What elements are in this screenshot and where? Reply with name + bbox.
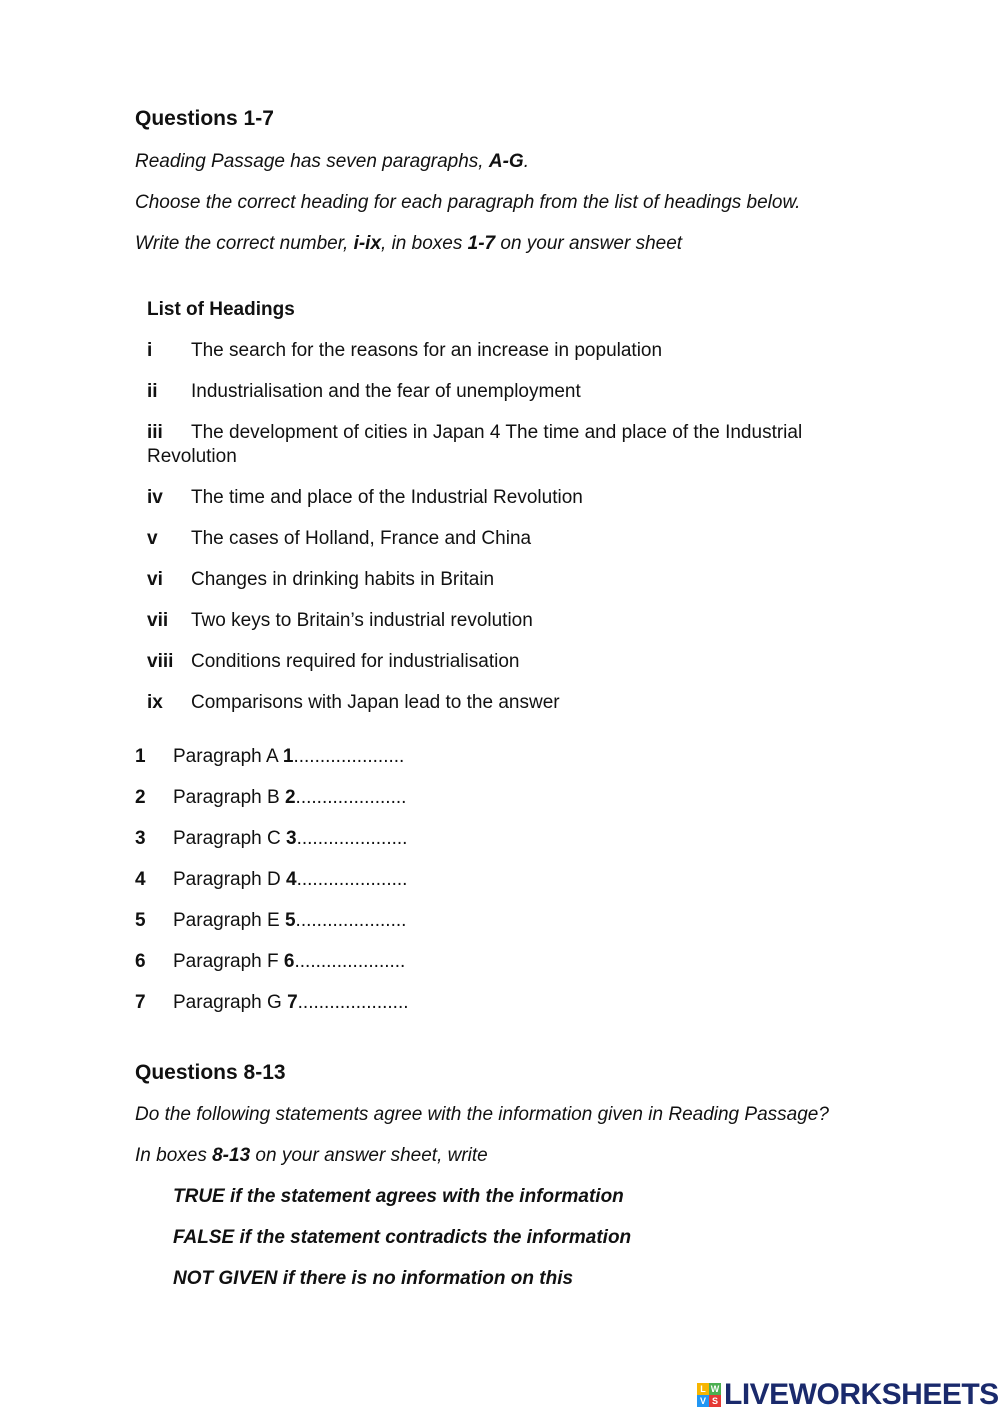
question-row: 2 Paragraph B 2..................... — [135, 787, 407, 808]
section1-instruction-3: Write the correct number, i-ix, in boxes 1-7 on your answer sheet — [135, 233, 683, 254]
section2-title: Questions 8-13 — [135, 1061, 286, 1084]
answer-blank[interactable]: ..................... — [294, 951, 406, 972]
section1-title: Questions 1-7 — [135, 107, 274, 130]
liveworksheets-logo-text: LIVEWORKSHEETS — [724, 1378, 999, 1411]
answer-blank[interactable]: ..................... — [296, 869, 408, 890]
answer-blank[interactable]: ..................... — [293, 746, 405, 767]
answer-blank[interactable]: ..................... — [296, 828, 408, 849]
question-row: 5 Paragraph E 5..................... — [135, 910, 407, 931]
question-row: 7 Paragraph G 7..................... — [135, 992, 409, 1013]
heading-item: i The search for the reasons for an increase in population — [147, 340, 663, 361]
heading-item: v The cases of Holland, France and China — [147, 528, 532, 549]
answer-option-true: TRUE if the statement agrees with the information — [173, 1186, 624, 1207]
liveworksheets-logo[interactable] — [697, 1378, 999, 1412]
liveworksheets-logo-icon: L W V S — [697, 1383, 721, 1407]
headings-list-title: List of Headings — [147, 299, 295, 320]
heading-item: vi Changes in drinking habits in Britain — [147, 569, 495, 590]
question-row: 4 Paragraph D 4..................... — [135, 869, 408, 890]
answer-option-false: FALSE if the statement contradicts the information — [173, 1227, 632, 1248]
question-row: 3 Paragraph C 3..................... — [135, 828, 408, 849]
answer-option-not-given: NOT GIVEN if there is no information on this — [173, 1268, 574, 1289]
heading-item: ix Comparisons with Japan lead to the answer — [147, 692, 560, 713]
answer-blank[interactable]: ..................... — [295, 910, 407, 931]
heading-item: vii Two keys to Britain’s industrial revolution — [147, 610, 533, 631]
question-row: 1 Paragraph A 1..................... — [135, 746, 405, 767]
section1-instruction-2: Choose the correct heading for each paragraph from the list of headings below. — [135, 192, 801, 213]
question-row: 6 Paragraph F 6..................... — [135, 951, 406, 972]
heading-item: viii Conditions required for industrialisation — [147, 651, 520, 672]
answer-blank[interactable]: ..................... — [295, 787, 407, 808]
heading-item: iv The time and place of the Industrial Revolution — [147, 487, 583, 508]
section1-instruction-1: Reading Passage has seven paragraphs, A-G. — [135, 151, 529, 172]
section2-instruction-2: In boxes 8-13 on your answer sheet, write — [135, 1145, 488, 1166]
heading-item: ii Industrialisation and the fear of unemployment — [147, 381, 581, 402]
section2-instruction-1: Do the following statements agree with the information given in Reading Passage? — [135, 1104, 829, 1125]
heading-item: iii The development of cities in Japan 4 The time and place of the Industrial Revolution — [147, 422, 803, 467]
answer-blank[interactable]: ..................... — [297, 992, 409, 1013]
